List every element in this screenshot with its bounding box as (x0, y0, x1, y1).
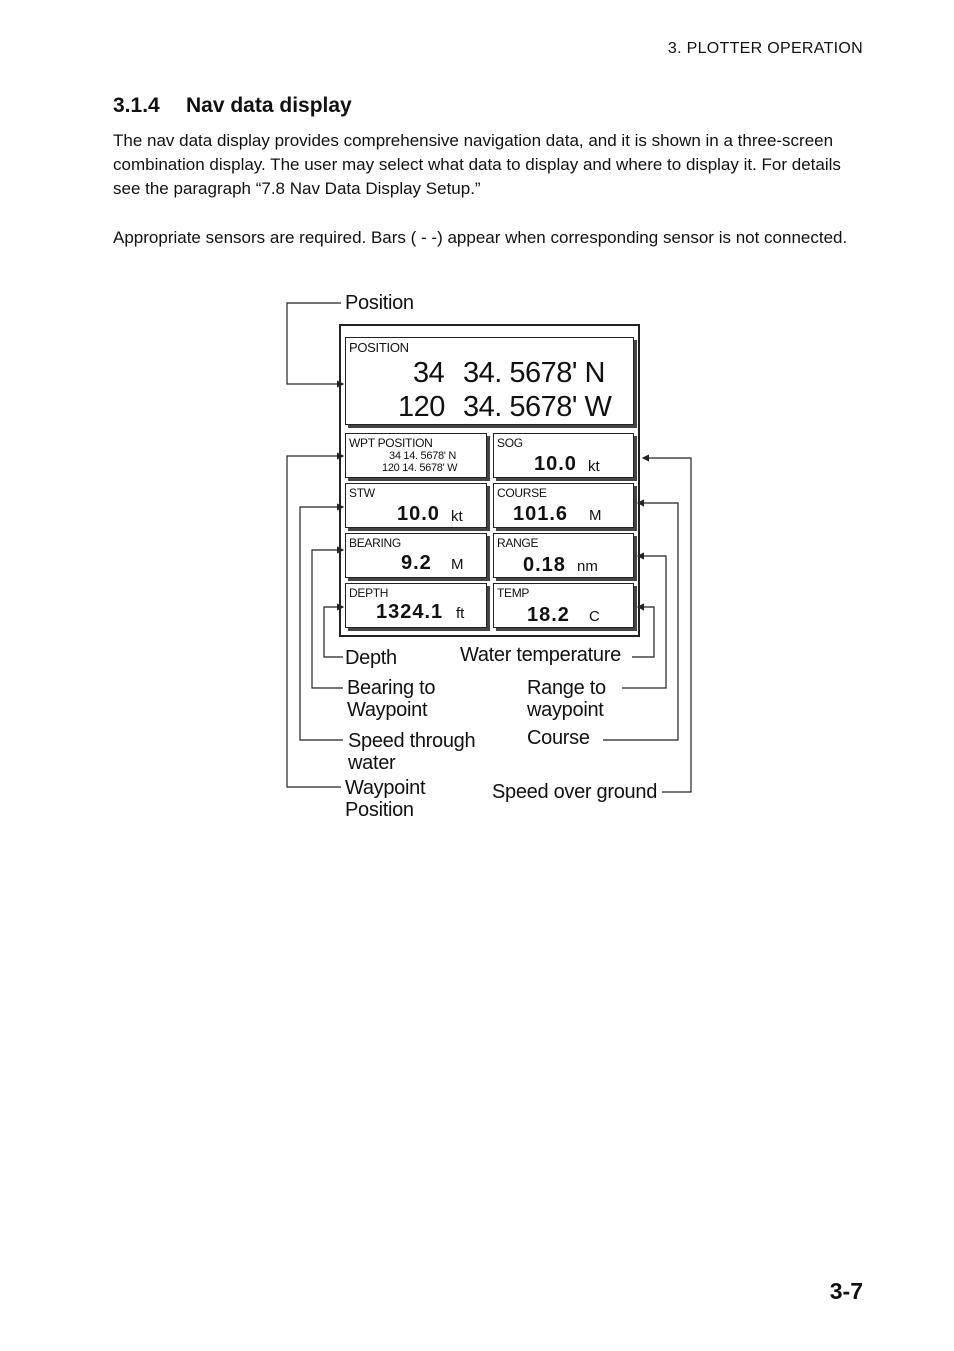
wpt-position-box (345, 433, 487, 478)
stw-value: 10.0 (397, 503, 440, 525)
wpt-lat: 34 14. 5678' N (389, 450, 457, 462)
stw-unit: kt (451, 508, 463, 525)
leader-wpt (287, 456, 343, 787)
range-box (493, 533, 634, 578)
position-lon-deg: 120 (398, 391, 445, 423)
caption-bearing-2: Waypoint (347, 699, 428, 721)
position-box (345, 337, 634, 425)
leader-sog (643, 458, 691, 792)
caption-wpt-2: Position (345, 799, 414, 821)
caption-wpt-1: Waypoint (345, 777, 426, 799)
sog-unit: kt (588, 458, 600, 475)
course-value: 101.6 (513, 503, 569, 525)
temp-unit: C (589, 608, 600, 625)
section-title: Nav data display (186, 94, 352, 117)
course-unit: M (589, 507, 602, 524)
depth-label: DEPTH (349, 586, 389, 600)
sog-value: 10.0 (534, 453, 577, 475)
wpt-lon: 120 14. 5678' W (382, 462, 458, 474)
running-head: 3. PLOTTER OPERATION (667, 40, 863, 57)
caption-bearing-1: Bearing to (347, 677, 436, 699)
caption-stw-2: water (348, 752, 396, 774)
caption-water-temperature: Water temperature (460, 644, 621, 666)
range-unit: nm (577, 558, 598, 575)
depth-value: 1324.1 (376, 601, 444, 623)
range-value: 0.18 (523, 554, 566, 576)
paragraph-intro: The nav data display provides comprehensive navigation data, and it is shown in a three-screen combination display. The user may select what data to display and where to display it. For details see the paragraph “7.8 Nav Data Display Setup.” (113, 131, 841, 198)
leader-stw (300, 507, 343, 740)
caption-range-2: waypoint (527, 699, 604, 721)
caption-sog: Speed over ground (492, 781, 658, 803)
sog-box (493, 433, 634, 478)
section-number: 3.1.4 (113, 94, 160, 117)
bearing-value: 9.2 (401, 552, 432, 574)
caption-position: Position (345, 292, 414, 314)
stw-box (345, 483, 487, 528)
temp-value: 18.2 (527, 604, 570, 626)
depth-unit: ft (456, 605, 465, 622)
caption-stw-1: Speed through (348, 730, 476, 752)
bearing-unit: M (451, 556, 464, 573)
sog-label: SOG (497, 436, 523, 450)
paragraph-sensors: Appropriate sensors are required. Bars ( - -) appear when corresponding sensor is not connected. (113, 228, 848, 247)
position-label: POSITION (349, 340, 409, 355)
wpt-position-label: WPT POSITION (349, 436, 433, 450)
caption-range-1: Range to (527, 677, 606, 699)
caption-course: Course (527, 727, 590, 749)
position-lat-min: 34. 5678' N (463, 357, 605, 389)
bearing-box (345, 533, 487, 578)
caption-depth: Depth (345, 647, 397, 669)
bearing-label: BEARING (349, 536, 401, 550)
temp-box (493, 583, 634, 628)
temp-label: TEMP (497, 586, 530, 600)
leader-position (287, 303, 343, 384)
depth-box (345, 583, 487, 628)
course-label: COURSE (497, 486, 547, 500)
stw-label: STW (349, 486, 375, 500)
position-lon-min: 34. 5678' W (463, 391, 612, 423)
position-lat-deg: 34 (413, 357, 445, 389)
page-number: 3-7 (829, 1278, 863, 1304)
range-label: RANGE (497, 536, 539, 550)
course-box (493, 483, 634, 528)
